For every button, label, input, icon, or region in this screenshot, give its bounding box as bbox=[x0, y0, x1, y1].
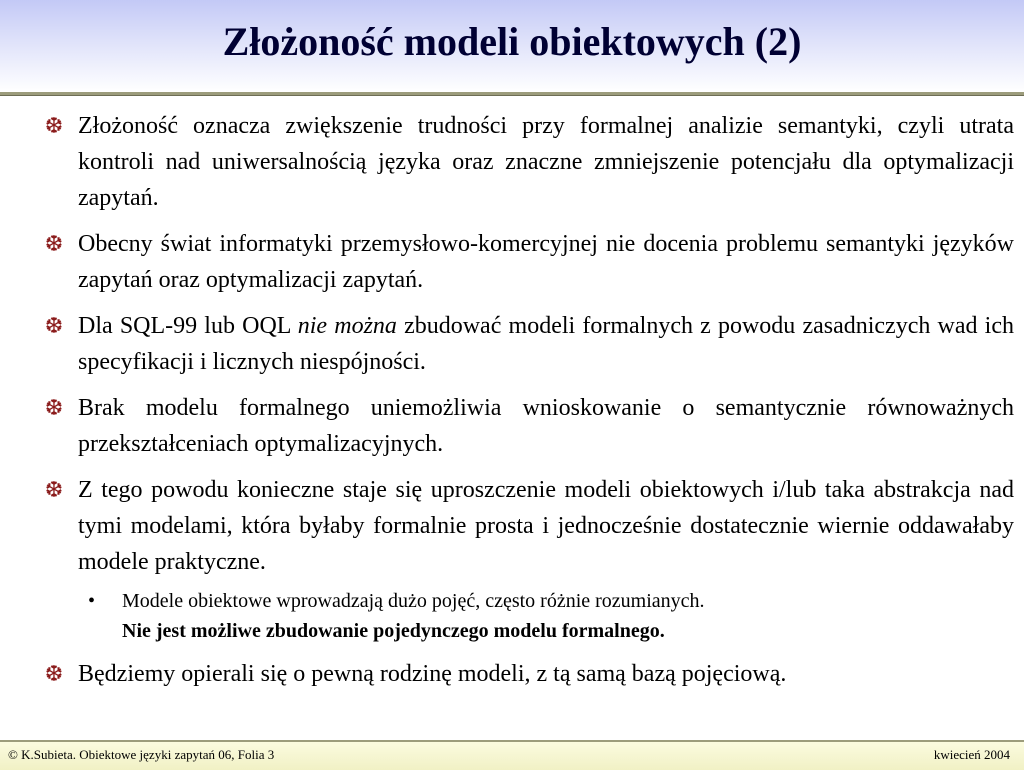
bullet-text-start: Dla SQL-99 lub OQL bbox=[78, 313, 298, 339]
bullet-text: Złożoność oznacza zwiększenie trudności przy formalnej analizie semantyki, czyli utrata kontroli nad uniwersalnością języka oraz znaczne zmniejszenie potencjału dla optymalizacji zapytań. bbox=[78, 113, 1014, 211]
sub-bullet-item bbox=[36, 586, 1014, 646]
footer-bar bbox=[0, 740, 1024, 770]
snowflake-bullet-icon: ❆ bbox=[44, 231, 64, 256]
snowflake-bullet-icon: ❆ bbox=[44, 661, 64, 686]
slide-content bbox=[36, 108, 1014, 702]
bullet-text-end: zbudować modeli formalnych z powodu zasadniczych wad ich specyfikacji i licznych niespójności. bbox=[78, 313, 1014, 375]
sub-bullet-bold-text: Nie jest możliwe zbudowanie pojedynczego modelu formalnego. bbox=[122, 620, 665, 642]
sub-bullet-text: Modele obiektowe wprowadzają dużo pojęć, często różnie rozumianych. bbox=[122, 590, 705, 612]
bullet-item bbox=[36, 108, 1014, 216]
bullet-text-emphasis: nie można bbox=[297, 313, 397, 339]
snowflake-bullet-icon: ❆ bbox=[44, 477, 64, 502]
bullet-text: Będziemy opierali się o pewną rodzinę modeli, z tą samą bazą pojęciową. bbox=[78, 661, 787, 687]
bullet-text: Brak modelu formalnego uniemożliwia wnioskowanie o semantycznie równoważnych przekształceniach optymalizacyjnych. bbox=[78, 395, 1014, 457]
bullet-item bbox=[36, 472, 1014, 580]
footer-date: kwiecień 2004 bbox=[933, 747, 1010, 762]
bullet-item bbox=[36, 656, 1014, 692]
snowflake-bullet-icon: ❆ bbox=[44, 395, 64, 420]
snowflake-bullet-icon: ❆ bbox=[44, 113, 64, 138]
bullet-text: Obecny świat informatyki przemysłowo-komercyjnej nie docenia problemu semantyki języków zapytań oraz optymalizacji zapytań. bbox=[78, 231, 1014, 293]
bullet-item bbox=[36, 226, 1014, 298]
bullet-text: Z tego powodu konieczne staje się uproszczenie modeli obiektowych i/lub taka abstrakcja nad tymi modelami, która byłaby formalnie prosta i jednocześnie dostatecznie wiernie oddawałaby modele praktyczne. bbox=[78, 477, 1014, 575]
footer-copyright: © K.Subieta. Obiektowe języki zapytań 06, Folia 3 bbox=[8, 747, 275, 762]
slide-title: Złożoność modeli obiektowych (2) bbox=[222, 19, 802, 64]
bullet-item bbox=[36, 390, 1014, 462]
snowflake-bullet-icon: ❆ bbox=[44, 313, 64, 338]
title-divider bbox=[0, 92, 1024, 96]
title-bar bbox=[0, 0, 1024, 92]
bullet-item bbox=[36, 308, 1014, 380]
dot-bullet-icon: • bbox=[88, 590, 96, 612]
